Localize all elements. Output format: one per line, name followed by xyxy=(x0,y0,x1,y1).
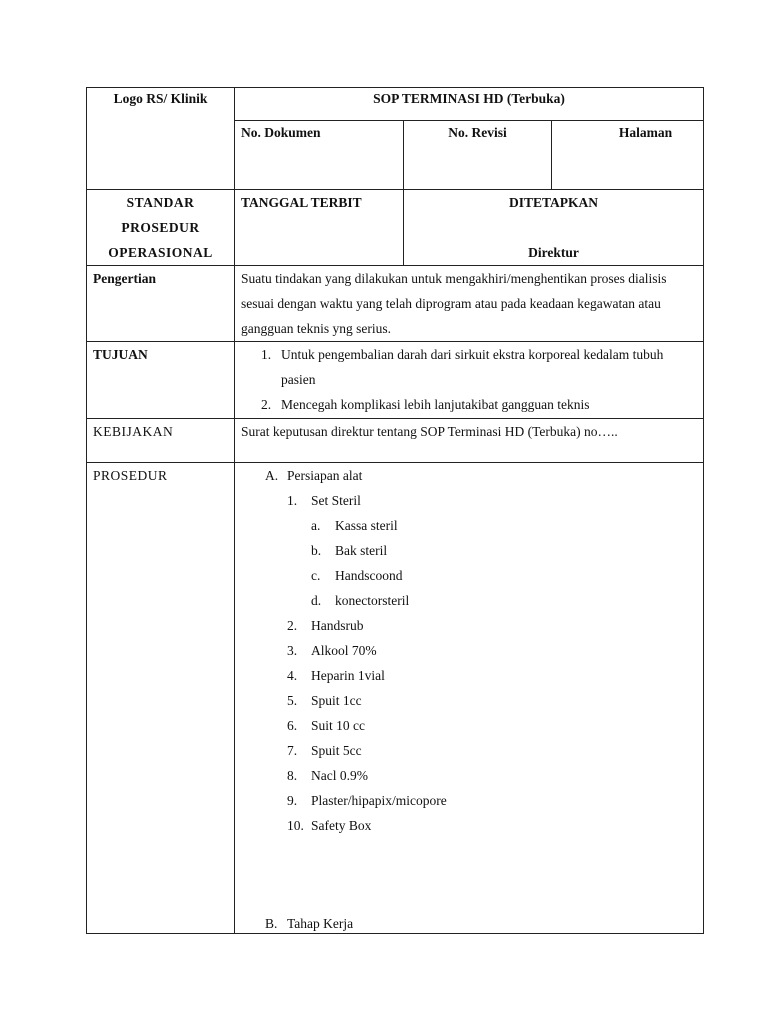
list-item: a. Kassa steril xyxy=(311,518,398,533)
sop-table xyxy=(86,87,704,934)
list-item: d. konectorsteril xyxy=(311,593,410,608)
list-item: 3. Alkool 70% xyxy=(287,643,377,658)
tujuan-label-cell xyxy=(87,342,235,419)
halaman-cell xyxy=(552,121,704,190)
standar-cell xyxy=(87,190,235,266)
tujuan-item: 2. Mencegah komplikasi lebih lanjutakibat gangguan teknis xyxy=(261,397,590,412)
section-b: B. Tahap Kerja xyxy=(265,916,354,931)
list-item: 6. Suit 10 cc xyxy=(287,718,365,733)
no-revisi-label: No. Revisi xyxy=(448,125,507,140)
no-dokumen-cell xyxy=(235,121,404,190)
standar-line3: OPERASIONAL xyxy=(108,245,213,260)
kebijakan-label-cell xyxy=(87,419,235,463)
standar-line2: PROSEDUR xyxy=(121,220,200,235)
halaman-label: Halaman xyxy=(618,125,673,140)
ditetapkan-cell xyxy=(404,190,704,266)
list-item: 9. Plaster/hipapix/micopore xyxy=(287,793,447,808)
section-a: A. Persiapan alat xyxy=(265,468,363,483)
ditetapkan-label: DITETAPKAN xyxy=(509,195,599,210)
prosedur-label: PROSEDUR xyxy=(93,468,168,483)
list-item: 1. Set Steril xyxy=(287,493,361,508)
list-item: 7. Spuit 5cc xyxy=(287,743,362,758)
list-item: 4. Heparin 1vial xyxy=(287,668,385,683)
logo-label: Logo RS/ Klinik xyxy=(113,91,208,106)
list-item: 10. Safety Box xyxy=(287,818,372,833)
direktur-label: Direktur xyxy=(528,245,579,260)
no-revisi-cell xyxy=(404,121,552,190)
list-item: 5. Spuit 1cc xyxy=(287,693,362,708)
pengertian-text-cell xyxy=(235,266,704,342)
tujuan-item: 1. Untuk pengembalian darah dari sirkuit ekstra korporeal kedalam tubuh pasien xyxy=(261,347,664,387)
logo-cell xyxy=(87,88,235,190)
kebijakan-text: Surat keputusan direktur tentang SOP Terminasi HD (Terbuka) no….. xyxy=(241,424,618,439)
tujuan-label: TUJUAN xyxy=(93,347,148,362)
tanggal-terbit-label: TANGGAL TERBIT xyxy=(241,195,362,210)
pengertian-label-cell xyxy=(87,266,235,342)
pengertian-label: Pengertian xyxy=(93,271,156,286)
tanggal-terbit-cell xyxy=(235,190,404,266)
kebijakan-text-cell xyxy=(235,419,704,463)
pengertian-text: Suatu tindakan yang dilakukan untuk mengakhiri/menghentikan proses dialisis sesuai dengan waktu yang telah diprogram atau pada keadaan kegawatan atau gangguan teknis yng serius. xyxy=(241,271,667,336)
list-item: c. Handscoond xyxy=(311,568,403,583)
no-dokumen-label: No. Dokumen xyxy=(241,125,321,140)
document-title: SOP TERMINASI HD (Terbuka) xyxy=(373,91,565,106)
list-item: 8. Nacl 0.9% xyxy=(287,768,368,783)
title-cell xyxy=(235,88,704,121)
tujuan-list xyxy=(235,342,704,419)
list-item: 2. Handsrub xyxy=(287,618,364,633)
prosedur-label-cell xyxy=(87,463,235,934)
kebijakan-label: KEBIJAKAN xyxy=(93,424,174,439)
prosedur-content xyxy=(235,463,704,934)
standar-line1: STANDAR xyxy=(126,195,195,210)
list-item: b. Bak steril xyxy=(311,543,388,558)
